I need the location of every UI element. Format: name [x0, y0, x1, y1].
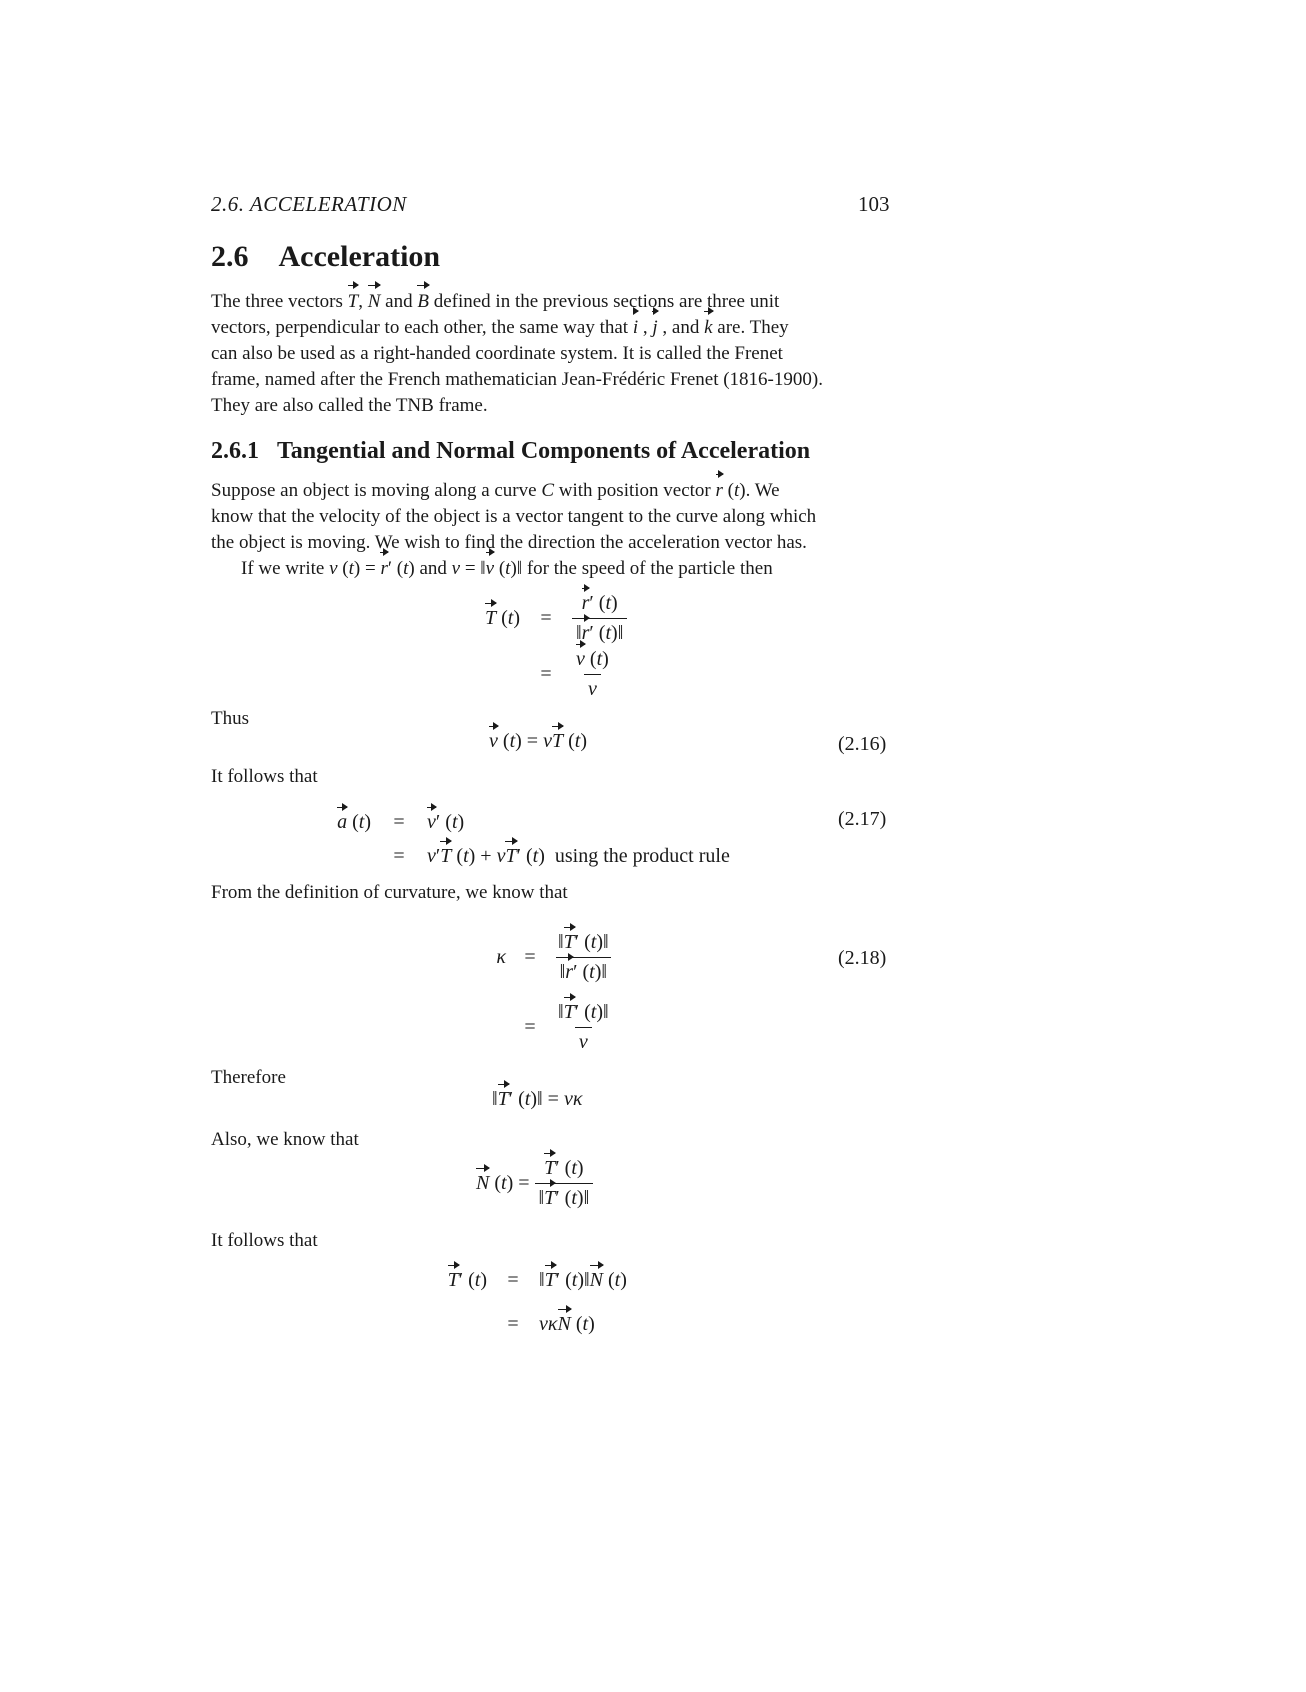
- vector-k: k: [704, 315, 712, 341]
- text-therefore: Therefore: [211, 1067, 286, 1088]
- motion-line-4: If we write v (t) = r′ (t) and v = ‖v (t)‖ for the speed of the particle then: [211, 556, 891, 582]
- equation-N-definition: N (t) = $\frac{T' (t)}{‖T' (t)‖}$: [476, 1152, 593, 1214]
- equation-number-2-16: (2.16): [838, 733, 887, 755]
- vector-j: j: [652, 315, 657, 341]
- intro-line-2: vectors, perpendicular to each other, the same way that i , j , and k are. They: [211, 315, 891, 341]
- section-heading: [211, 240, 440, 274]
- equation-norm-Tprime: ‖T′ (t)‖ = vκ: [492, 1088, 583, 1110]
- vector-T: T: [348, 289, 359, 315]
- motion-line-3: the object is moving. We wish to find the direction the acceleration vector has.: [211, 532, 807, 553]
- motion-line-2: know that the velocity of the object is a vector tangent to the curve along which: [211, 506, 817, 527]
- intro-line-4: frame, named after the French mathematician Jean-Frédéric Frenet (1816-1900).: [211, 369, 823, 390]
- subsection-number: 2.6.1: [211, 438, 259, 464]
- equation-number-2-18: (2.18): [838, 947, 887, 969]
- paragraph-motion: [211, 478, 891, 582]
- equation-T-definition: T (t) = $\frac{r' (t)}{‖r' (t)‖}$ = $\frac{v (t)}{v}$: [462, 590, 627, 702]
- section-number: 2.6: [211, 240, 249, 273]
- vector-B: B: [417, 289, 429, 315]
- equation-2-18: κ = $\frac{‖T' (t)‖}{‖r' (t)‖}$ = $\frac{‖T' (t)‖}{v}$: [478, 922, 613, 1062]
- text-curvature-definition: From the definition of curvature, we know that: [211, 882, 568, 903]
- equation-Tprime-result: T′ (t) = ‖T′ (t)‖N (t) = vκN (t): [447, 1268, 627, 1335]
- intro-line-1: The three vectors T, N and B defined in the previous sections are three unit: [211, 289, 891, 315]
- intro-line-3: can also be used as a right-handed coordinate system. It is called the Frenet: [211, 343, 783, 364]
- subsection-title: Tangential and Normal Components of Acceleration: [277, 438, 811, 464]
- product-rule-note: using the product rule: [554, 844, 730, 867]
- equation-2-16: v (t) = vT (t): [489, 730, 587, 752]
- page-number: 103: [858, 192, 890, 216]
- text-thus: Thus: [211, 708, 249, 729]
- running-header-section: 2.6. ACCELERATION: [211, 192, 407, 216]
- motion-line-1: Suppose an object is moving along a curve C with position vector r (t). We: [211, 478, 891, 504]
- intro-line-5: They are also called the TNB frame.: [211, 395, 488, 416]
- text-it-follows-2: It follows that: [211, 1230, 318, 1251]
- text-also-we-know: Also, we know that: [211, 1129, 359, 1150]
- text-it-follows-1: It follows that: [211, 766, 318, 787]
- vector-i: i: [633, 315, 638, 341]
- equation-number-2-17: (2.17): [838, 808, 887, 830]
- equation-2-17: a (t) = v′ (t) = v′T (t) + vT′ (t) using the product rule: [337, 810, 730, 867]
- intro-paragraph: [211, 289, 891, 419]
- section-title: Acceleration: [278, 240, 441, 273]
- subsection-heading: [211, 438, 810, 465]
- vector-N: N: [368, 289, 381, 315]
